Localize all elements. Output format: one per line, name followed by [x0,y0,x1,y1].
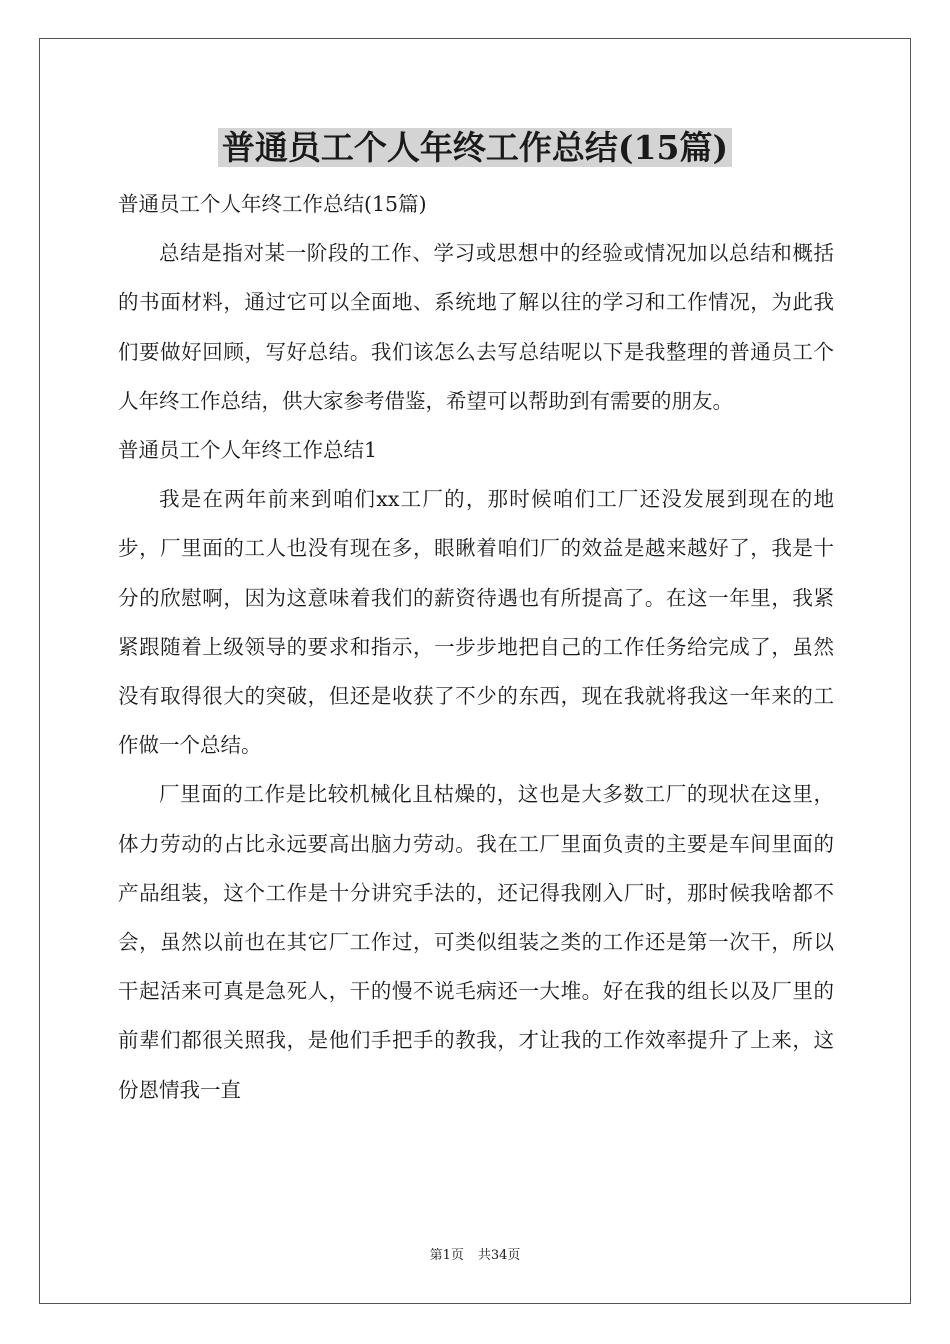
page-number-current: 第1页 [429,1248,464,1263]
document-subtitle: 普通员工个人年终工作总结(15篇) [118,192,427,216]
paragraph-1: 我是在两年前来到咱们xx工厂的，那时候咱们工厂还没发展到现在的地步，厂里面的工人也没有现在多，眼瞅着咱们厂的效益是越来越好了，我是十分的欣慰啊，因为这意味着我们的薪资待遇也有所提高了。在这一年里，我紧紧跟随着上级领导的要求和指示，一步步地把自己的工作任务给完成了，虽然没有取得很大的突破，但还是收获了不少的东西，现在我就将我这一年来的工作做一个总结。 [118,487,834,758]
document-body [118,180,834,1115]
document-title [0,126,950,170]
paragraph-2: 厂里面的工作是比较机械化且枯燥的，这也是大多数工厂的现状在这里，体力劳动的占比永远要高出脑力劳动。我在工厂里面负责的主要是车间里面的产品组装，这个工作是十分讲究手法的，还记得我刚入厂时，那时候我啥都不会，虽然以前也在其它厂工作过，可类似组装之类的工作还是第一次干，所以干起活来可真是急死人，干的慢不说毛病还一大堆。好在我的组长以及厂里的前辈们都很关照我，是他们手把手的教我，才让我的工作效率提升了上来，这份恩情我一直 [118,782,834,1102]
page-footer [0,1246,950,1266]
paragraph-intro: 总结是指对某一阶段的工作、学习或思想中的经验或情况加以总结和概括的书面材料，通过它可以全面地、系统地了解以往的学习和工作情况，为此我们要做好回顾，写好总结。我们该怎么去写总结呢以下是我整理的普通员工个人年终工作总结，供大家参考借鉴，希望可以帮助到有需要的朋友。 [118,241,834,413]
document-title-text: 普通员工个人年终工作总结(15篇) [218,128,732,167]
page-number-total: 共34页 [477,1248,521,1263]
section-heading-1: 普通员工个人年终工作总结1 [118,438,378,463]
